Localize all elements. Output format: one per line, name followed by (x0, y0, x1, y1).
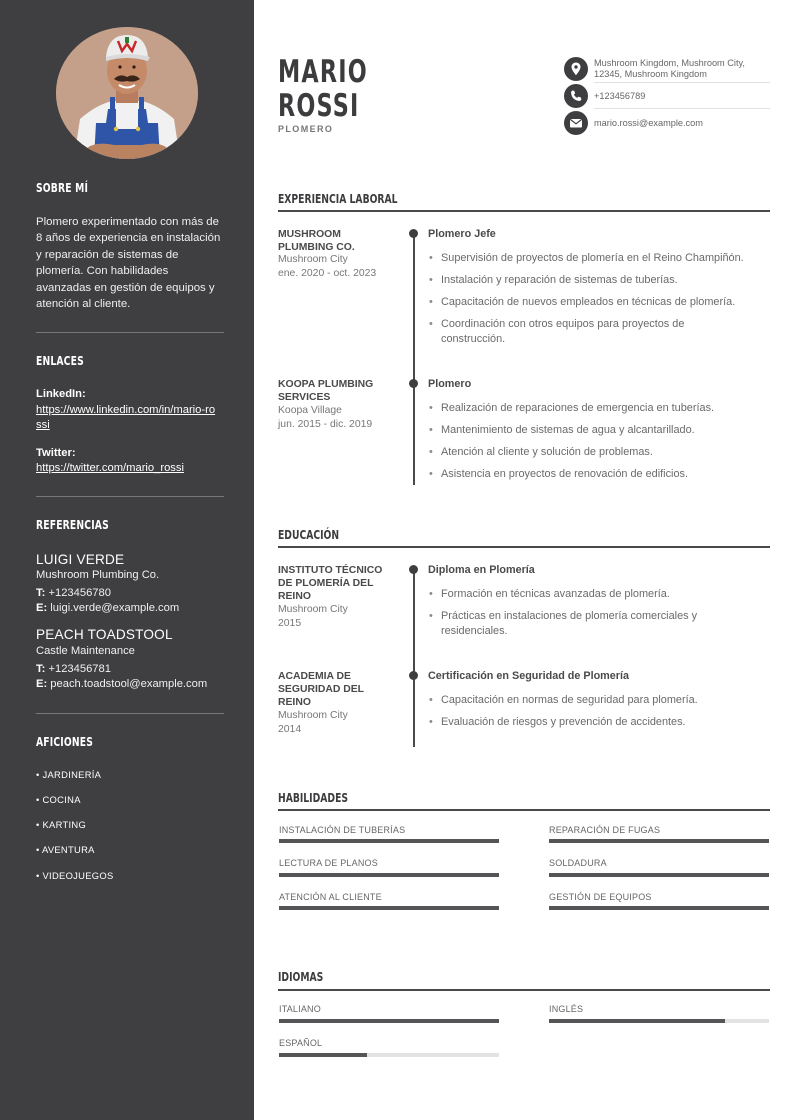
reference-email (36, 602, 179, 614)
references-heading: REFERENCIAS (36, 517, 109, 532)
about-heading: SOBRE MÍ (36, 180, 89, 195)
divider (36, 713, 224, 714)
email-label: E: (36, 678, 48, 690)
skill-bar (279, 873, 499, 877)
links-heading: ENLACES (36, 353, 84, 368)
education-year: 2015 (278, 618, 302, 629)
experience-bullet: • Asistencia en proyectos de renovación de edificios. (441, 467, 771, 482)
skill-bar-fill (279, 839, 499, 843)
timeline-line (413, 233, 415, 485)
divider (36, 496, 224, 497)
phone-label: T: (36, 663, 46, 675)
language-bar (549, 1019, 769, 1023)
section-divider (278, 809, 770, 811)
reference-phone (36, 663, 111, 675)
language-label: ESPAÑOL (279, 1038, 323, 1048)
education-location: Mushroom City (278, 710, 348, 721)
reference-email (36, 678, 207, 690)
experience-company: KOOPA PLUMBING SERVICES (278, 379, 374, 403)
section-divider (278, 546, 770, 548)
language-bar-fill (279, 1019, 499, 1023)
experience-location: Mushroom City (278, 254, 348, 265)
languages-heading: IDIOMAS (278, 969, 324, 984)
skill-bar-fill (549, 873, 769, 877)
timeline-dot (409, 565, 418, 574)
email-icon (564, 111, 588, 135)
phone-value: +123456780 (48, 587, 111, 599)
timeline-dot (409, 379, 418, 388)
hobby-item: • VIDEOJUEGOS (36, 870, 114, 881)
skill-label: SOLDADURA (549, 858, 607, 868)
education-bullet: • Evaluación de riesgos y prevención de accidentes. (441, 715, 771, 730)
reference-company: Castle Maintenance (36, 645, 135, 657)
linkedin-label: LinkedIn: (36, 388, 86, 400)
hobbies-heading: AFICIONES (36, 734, 94, 749)
phone-label: T: (36, 587, 46, 599)
experience-bullet: • Instalación y reparación de sistemas de tuberías. (441, 273, 771, 288)
contact-email[interactable]: mario.rossi@example.com (594, 118, 703, 128)
twitter-link[interactable]: https://twitter.com/mario_rossi (36, 462, 184, 474)
profile-photo-illustration (56, 27, 198, 159)
section-divider (278, 210, 770, 212)
education-bullet: • Formación en técnicas avanzadas de plomería. (441, 587, 771, 602)
language-label: INGLÉS (549, 1004, 584, 1014)
experience-location: Koopa Village (278, 405, 342, 416)
skill-bar (549, 906, 769, 910)
location-icon (564, 57, 588, 81)
experience-company: MUSHROOM PLUMBING CO. (278, 229, 355, 253)
skill-bar (549, 873, 769, 877)
skill-bar-fill (549, 906, 769, 910)
language-bar (279, 1019, 499, 1023)
skill-label: ATENCIÓN AL CLIENTE (279, 892, 382, 902)
linkedin-link[interactable]: https://www.linkedin.com/in/mario-rossi (36, 404, 216, 431)
reference-name: LUIGI VERDE (36, 552, 125, 567)
skill-bar (279, 906, 499, 910)
reference-phone (36, 587, 111, 599)
language-bar-fill (549, 1019, 725, 1023)
timeline-dot (409, 671, 418, 680)
experience-bullet: • Mantenimiento de sistemas de agua y alcantarillado. (441, 423, 771, 438)
skill-bar (549, 839, 769, 843)
skill-label: REPARACIÓN DE FUGAS (549, 825, 661, 835)
experience-role: Plomero Jefe (428, 228, 496, 240)
skill-label: GESTIÓN DE EQUIPOS (549, 892, 652, 902)
experience-dates: jun. 2015 - dic. 2019 (278, 419, 373, 430)
email-label: E: (36, 602, 48, 614)
contact-phone: +123456789 (594, 91, 646, 101)
skill-bar-fill (279, 873, 499, 877)
language-bar (279, 1053, 499, 1057)
reference-name: PEACH TOADSTOOL (36, 627, 173, 642)
last-name: ROSSI (278, 88, 360, 124)
skill-bar (279, 839, 499, 843)
skill-bar-fill (279, 906, 499, 910)
profile-photo (56, 27, 198, 159)
education-bullet: • Prácticas en instalaciones de plomería comerciales y residenciales. (441, 609, 741, 639)
hobby-item: • AVENTURA (36, 844, 95, 855)
skill-label: LECTURA DE PLANOS (279, 858, 378, 868)
experience-bullet: • Realización de reparaciones de emergencia en tuberías. (441, 401, 771, 416)
hobby-item: • KARTING (36, 819, 87, 830)
experience-dates: ene. 2020 - oct. 2023 (278, 268, 377, 279)
language-label: ITALIANO (279, 1004, 321, 1014)
first-name: MARIO (278, 54, 368, 90)
skills-heading: HABILIDADES (278, 790, 349, 805)
timeline-dot (409, 229, 418, 238)
divider (594, 108, 770, 109)
reference-company: Mushroom Plumbing Co. (36, 569, 160, 581)
education-degree: Diploma en Plomería (428, 564, 535, 576)
education-bullet: • Capacitación en normas de seguridad para plomería. (441, 693, 771, 708)
experience-bullet: • Atención al cliente y solución de problemas. (441, 445, 771, 460)
sidebar (0, 0, 254, 1120)
education-school: INSTITUTO TÉCNICO DE PLOMERÍA DEL REINO (278, 565, 383, 602)
experience-bullet: • Supervisión de proyectos de plomería en el Reino Champiñón. (441, 251, 771, 266)
job-title: PLOMERO (278, 124, 334, 134)
divider (36, 332, 224, 333)
skill-bar-fill (549, 839, 769, 843)
education-location: Mushroom City (278, 604, 348, 615)
section-divider (278, 989, 770, 991)
about-text: Plomero experimentado con más de 8 años de experiencia en instalación y reparación de sistemas de plomería. Con habilidades avanzadas en gestión de equipos y atención al cliente. (36, 216, 221, 311)
education-degree: Certificación en Seguridad de Plomería (428, 670, 629, 682)
twitter-label: Twitter: (36, 447, 76, 459)
experience-role: Plomero (428, 378, 472, 390)
phone-value: +123456781 (48, 663, 111, 675)
hobby-item: • JARDINERÍA (36, 769, 102, 780)
education-heading: EDUCACIÓN (278, 527, 340, 542)
skill-label: INSTALACIÓN DE TUBERÍAS (279, 825, 406, 835)
contact-address: Mushroom Kingdom, Mushroom City, 12345, Mushroom Kingdom (594, 58, 745, 79)
education-year: 2014 (278, 724, 302, 735)
education-school: ACADEMIA DE SEGURIDAD DEL REINO (278, 671, 364, 708)
divider (594, 82, 770, 83)
experience-bullet: • Capacitación de nuevos empleados en técnicas de plomería. (441, 295, 771, 310)
hobby-item: • COCINA (36, 794, 81, 805)
email-value: peach.toadstool@example.com (50, 678, 208, 690)
email-value: luigi.verde@example.com (50, 602, 180, 614)
experience-bullet: • Coordinación con otros equipos para proyectos de construcción. (441, 317, 741, 347)
experience-heading: EXPERIENCIA LABORAL (278, 191, 398, 206)
language-bar-fill (279, 1053, 367, 1057)
phone-icon (564, 84, 588, 108)
timeline-line (413, 569, 415, 747)
